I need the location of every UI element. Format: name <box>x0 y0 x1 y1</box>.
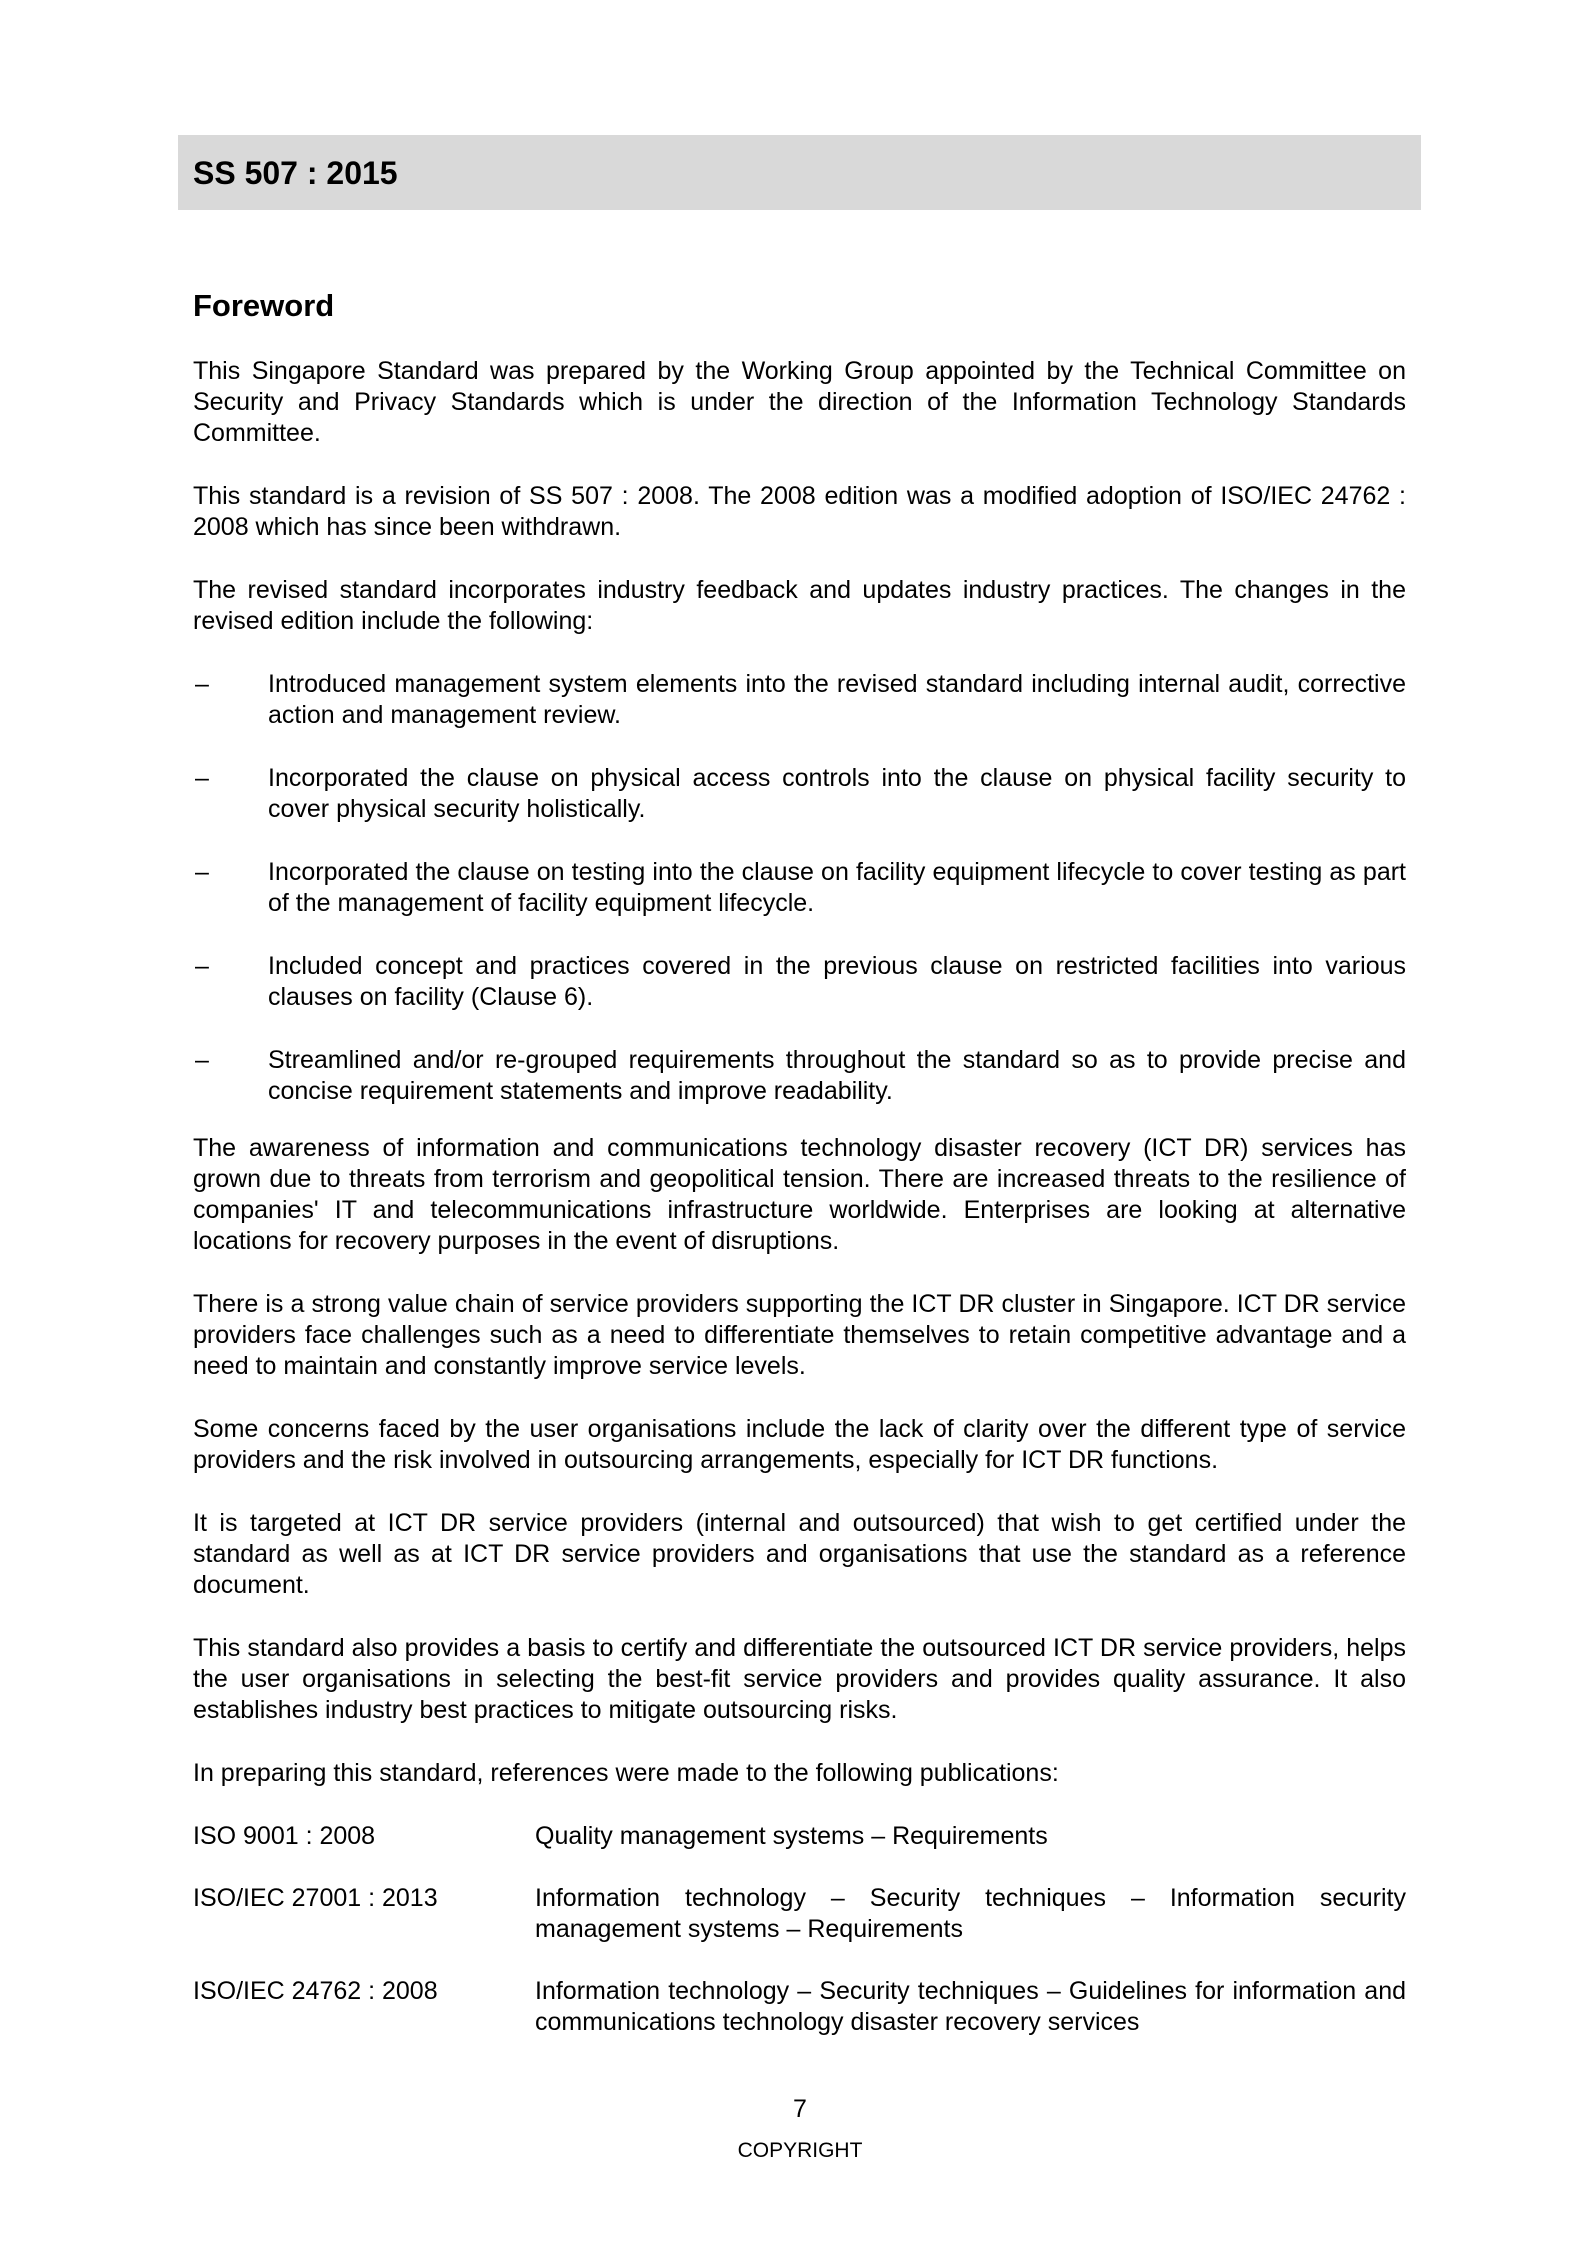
paragraph: This standard also provides a basis to certify and differentiate the outsourced ICT DR service providers, helps the user organisations in selecting the best-fit service providers and provides quality assurance. It also establishes industry best practices to mitigate outsourcing risks. <box>193 1634 1406 1724</box>
reference-code: ISO/IEC 24762 : 2008 <box>193 1977 438 2005</box>
page-number: 7 <box>793 2095 807 2123</box>
document-header-bar <box>178 135 1421 210</box>
reference-title: Information technology – Security techniques – Information security management systems – Requirements <box>535 1884 1406 1943</box>
paragraph: It is targeted at ICT DR service providers (internal and outsourced) that wish to get certified under the standard as well as at ICT DR service providers and organisations that use the standard as a reference document. <box>193 1509 1406 1599</box>
list-item <box>193 669 1406 731</box>
reference-title: Information technology – Security techniques – Guidelines for information and communications technology disaster recovery services <box>535 1977 1406 2036</box>
dash-bullet-icon: – <box>195 764 209 792</box>
foreword-section <box>193 286 1406 2069</box>
list-item-text: Incorporated the clause on physical access controls into the clause on physical facility security to cover physical security holistically. <box>268 764 1406 823</box>
paragraph: Some concerns faced by the user organisations include the lack of clarity over the different type of service providers and the risk involved in outsourcing arrangements, especially for ICT DR functions. <box>193 1415 1406 1474</box>
list-item <box>193 1045 1406 1107</box>
list-item <box>193 951 1406 1013</box>
paragraph: In preparing this standard, references were made to the following publications: <box>193 1759 1059 1787</box>
dash-bullet-icon: – <box>195 858 209 886</box>
paragraph: The awareness of information and communications technology disaster recovery (ICT DR) services has grown due to threats from terrorism and geopolitical tension. There are increased threats to the resilience of companies' IT and telecommunications infrastructure worldwide. Enterprises are looking at alternative locations for recovery purposes in the event of disruptions. <box>193 1134 1406 1255</box>
paragraph: The revised standard incorporates industry feedback and updates industry practices. The changes in the revised edition include the following: <box>193 576 1406 635</box>
list-item <box>193 763 1406 825</box>
list-item-text: Incorporated the clause on testing into the clause on facility equipment lifecycle to cover testing as part of the management of facility equipment lifecycle. <box>268 858 1406 917</box>
dash-bullet-icon: – <box>195 952 209 980</box>
paragraph: This Singapore Standard was prepared by the Working Group appointed by the Technical Committee on Security and Privacy Standards which is under the direction of the Information Technology Standards Committee. <box>193 357 1406 447</box>
list-item-text: Included concept and practices covered in the previous clause on restricted facilities into various clauses on facility (Clause 6). <box>268 952 1406 1011</box>
reference-title: Quality management systems – Requirements <box>535 1822 1048 1850</box>
reference-row <box>193 1821 1406 1852</box>
dash-bullet-icon: – <box>195 670 209 698</box>
list-item-text: Streamlined and/or re-grouped requirements throughout the standard so as to provide precise and concise requirement statements and improve readability. <box>268 1046 1406 1105</box>
paragraph: This standard is a revision of SS 507 : 2008. The 2008 edition was a modified adoption of ISO/IEC 24762 : 2008 which has since been withdrawn. <box>193 482 1406 541</box>
list-item <box>193 857 1406 919</box>
list-item-text: Introduced management system elements into the revised standard including internal audit, corrective action and management review. <box>268 670 1406 729</box>
page-footer <box>0 2094 1587 2164</box>
changes-list <box>193 669 1406 1107</box>
reference-code: ISO/IEC 27001 : 2013 <box>193 1884 438 1912</box>
dash-bullet-icon: – <box>195 1046 209 1074</box>
reference-code: ISO 9001 : 2008 <box>193 1822 376 1850</box>
copyright-notice: COPYRIGHT <box>737 2139 863 2162</box>
reference-row <box>193 1976 1406 2038</box>
paragraph: There is a strong value chain of service providers supporting the ICT DR cluster in Singapore. ICT DR service providers face challenges such as a need to differentiate themselves to retain competitive advantage and a need to maintain and constantly improve service levels. <box>193 1290 1406 1380</box>
reference-list <box>193 1821 1406 2038</box>
section-heading: Foreword <box>193 288 335 323</box>
reference-row <box>193 1883 1406 1945</box>
standard-number-title: SS 507 : 2015 <box>193 155 398 191</box>
